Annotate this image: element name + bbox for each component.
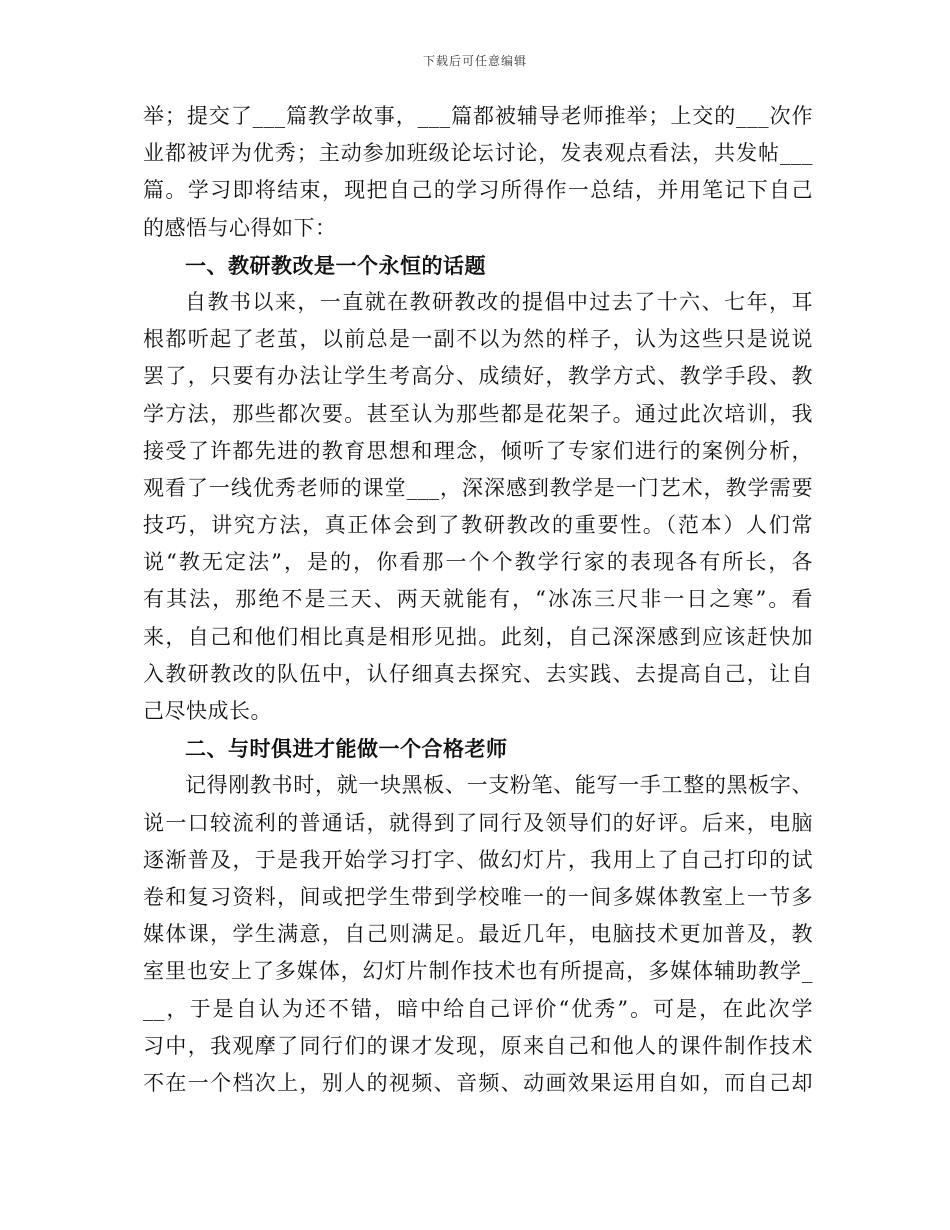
section-heading: 一、教研教改是一个永恒的话题 xyxy=(185,252,486,278)
section-heading: 二、与时俱进才能做一个合格老师 xyxy=(185,736,508,762)
paragraph-line: 技巧，讲究方法，真正体会到了教研教改的重要性。（范本）人们常 xyxy=(143,513,813,538)
paragraph-line: 举；提交了___篇教学故事，___篇都被辅导老师推举；上交的___次作 xyxy=(143,104,813,128)
paragraph-line: 篇。学习即将结束，现把自己的学习所得作一总结，并用笔记下自己 xyxy=(143,178,813,203)
paragraph-line: 根都听起了老茧，以前总是一副不以为然的样子，认为这些只是说说 xyxy=(143,327,813,352)
paragraph-line: 业都被评为优秀；主动参加班级论坛讨论，发表观点看法，共发帖___ xyxy=(143,141,813,166)
page-header-note: 下载后可任意编辑 xyxy=(422,54,527,68)
paragraph-line: 入教研教改的队伍中，认仔细真去探究、去实践、去提高自己，让自 xyxy=(143,661,813,686)
paragraph-line: 说“教无定法”，是的，你看那一个个教学行家的表现各有所长，各 xyxy=(143,550,813,575)
paragraph-line: 自教书以来，一直就在教研教改的提倡中过去了十六、七年，耳 xyxy=(185,289,813,314)
paragraph-line: 卷和复习资料，间或把学生带到学校唯一的一间多媒体教室上一节多 xyxy=(143,884,813,909)
paragraph-line: __，于是自认为还不错，暗中给自己评价“优秀”。可是，在此次学 xyxy=(143,996,813,1021)
paragraph-line: 接受了许都先进的教育思想和理念，倾听了专家们进行的案例分析， xyxy=(143,438,813,463)
paragraph-line: 习中，我观摩了同行们的课才发现，原来自己和他人的课件制作技术 xyxy=(143,1033,813,1058)
paragraph-line: 有其法，那绝不是三天、两天就能有，“冰冻三尺非一日之寒”。看 xyxy=(143,587,813,612)
paragraph-line: 不在一个档次上，别人的视频、音频、动画效果运用自如，而自己却 xyxy=(143,1070,813,1095)
paragraph-line: 观看了一线优秀老师的课堂___，深深感到教学是一门艺术，教学需要 xyxy=(143,475,813,500)
document-body xyxy=(143,98,813,1102)
paragraph-line: 罢了，只要有办法让学生考高分、成绩好，教学方式、教学手段、教 xyxy=(143,364,813,389)
paragraph-line: 逐渐普及，于是我开始学习打字、做幻灯片，我用上了自己打印的试 xyxy=(143,847,813,872)
paragraph-line: 说一口较流利的普通话，就得到了同行及领导们的好评。后来，电脑 xyxy=(143,810,813,835)
paragraph-line: 媒体课，学生满意，自己则满足。最近几年，电脑技术更加普及，教 xyxy=(143,922,813,947)
paragraph-line: 记得刚教书时，就一块黑板、一支粉笔、能写一手工整的黑板字、 xyxy=(185,773,813,798)
paragraph-line: 己尽快成长。 xyxy=(143,699,272,723)
paragraph-line: 室里也安上了多媒体，幻灯片制作技术也有所提高，多媒体辅助教学_ xyxy=(143,959,813,984)
paragraph-line: 学方法，那些都次要。甚至认为那些都是花架子。通过此次培训，我 xyxy=(143,401,813,426)
paragraph-line: 的感悟与心得如下： xyxy=(143,215,337,240)
paragraph-line: 来，自己和他们相比真是相形见拙。此刻，自己深深感到应该赶快加 xyxy=(143,624,813,649)
